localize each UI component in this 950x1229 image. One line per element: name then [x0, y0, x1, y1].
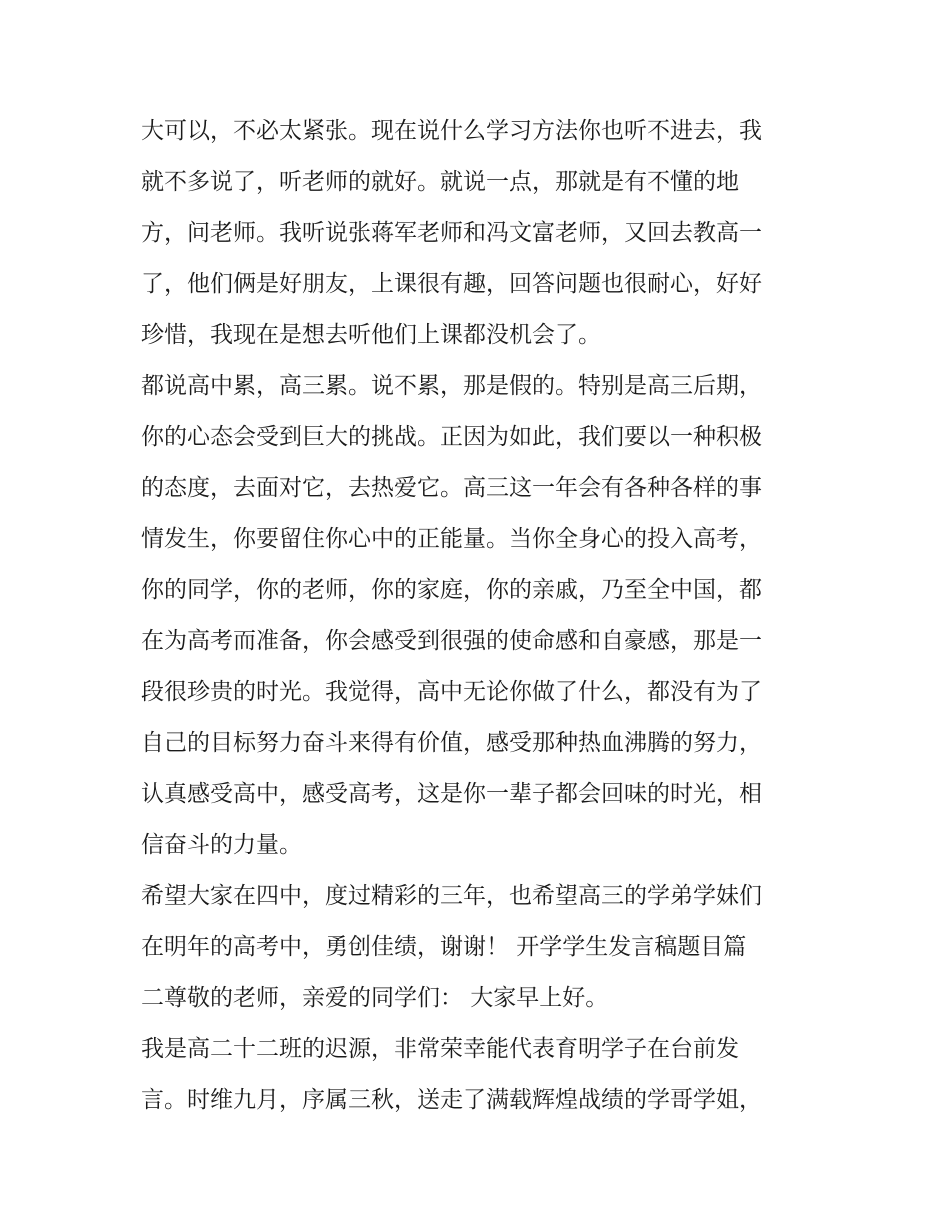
text-line-10: 你的同学，你的老师，你的家庭，你的亲戚，乃至全中国，都	[141, 577, 762, 603]
text-line-15: 信奋斗的力量。	[141, 832, 302, 858]
text-line-14: 认真感受高中，感受高考，这是你一辈子都会回味的时光，相	[141, 781, 762, 807]
text-line-2: 就不多说了，听老师的就好。就说一点，那就是有不懂的地	[141, 169, 739, 195]
text-line-7: 你的心态会受到巨大的挑战。正因为如此，我们要以一种积极	[141, 424, 762, 450]
text-line-9: 情发生，你要留住你心中的正能量。当你全身心的投入高考，	[141, 526, 762, 552]
text-line-8: 的态度，去面对它，去热爱它。高三这一年会有各种各样的事	[141, 475, 762, 501]
text-line-3: 方，问老师。我听说张蒋军老师和冯文富老师，又回去教高一	[141, 220, 762, 246]
text-line-13: 自己的目标努力奋斗来得有价值，感受那种热血沸腾的努力，	[141, 730, 762, 756]
text-line-4: 了，他们俩是好朋友，上课很有趣，回答问题也很耐心，好好	[141, 271, 762, 297]
document-body	[141, 106, 813, 1126]
text-line-6: 都说高中累，高三累。说不累，那是假的。特别是高三后期，	[141, 373, 762, 399]
text-line-11: 在为高考而准备，你会感受到很强的使命感和自豪感，那是一	[141, 628, 762, 654]
text-line-20: 言。时维九月，序属三秋，送走了满载辉煌战绩的学哥学姐，	[141, 1087, 762, 1113]
text-line-16: 希望大家在四中，度过精彩的三年，也希望高三的学弟学妹们	[141, 883, 762, 909]
text-line-1: 大可以，不必太紧张。现在说什么学习方法你也听不进去，我	[141, 118, 762, 144]
text-line-19: 我是高二十二班的迟源，非常荣幸能代表育明学子在台前发	[141, 1036, 739, 1062]
text-line-17: 在明年的高考中，勇创佳绩，谢谢！ 开学学生发言稿题目篇	[141, 934, 747, 960]
text-line-12: 段很珍贵的时光。我觉得，高中无论你做了什么，都没有为了	[141, 679, 762, 705]
text-line-18: 二尊敬的老师，亲爱的同学们： 大家早上好。	[141, 985, 609, 1011]
text-line-5: 珍惜，我现在是想去听他们上课都没机会了。	[141, 322, 601, 348]
